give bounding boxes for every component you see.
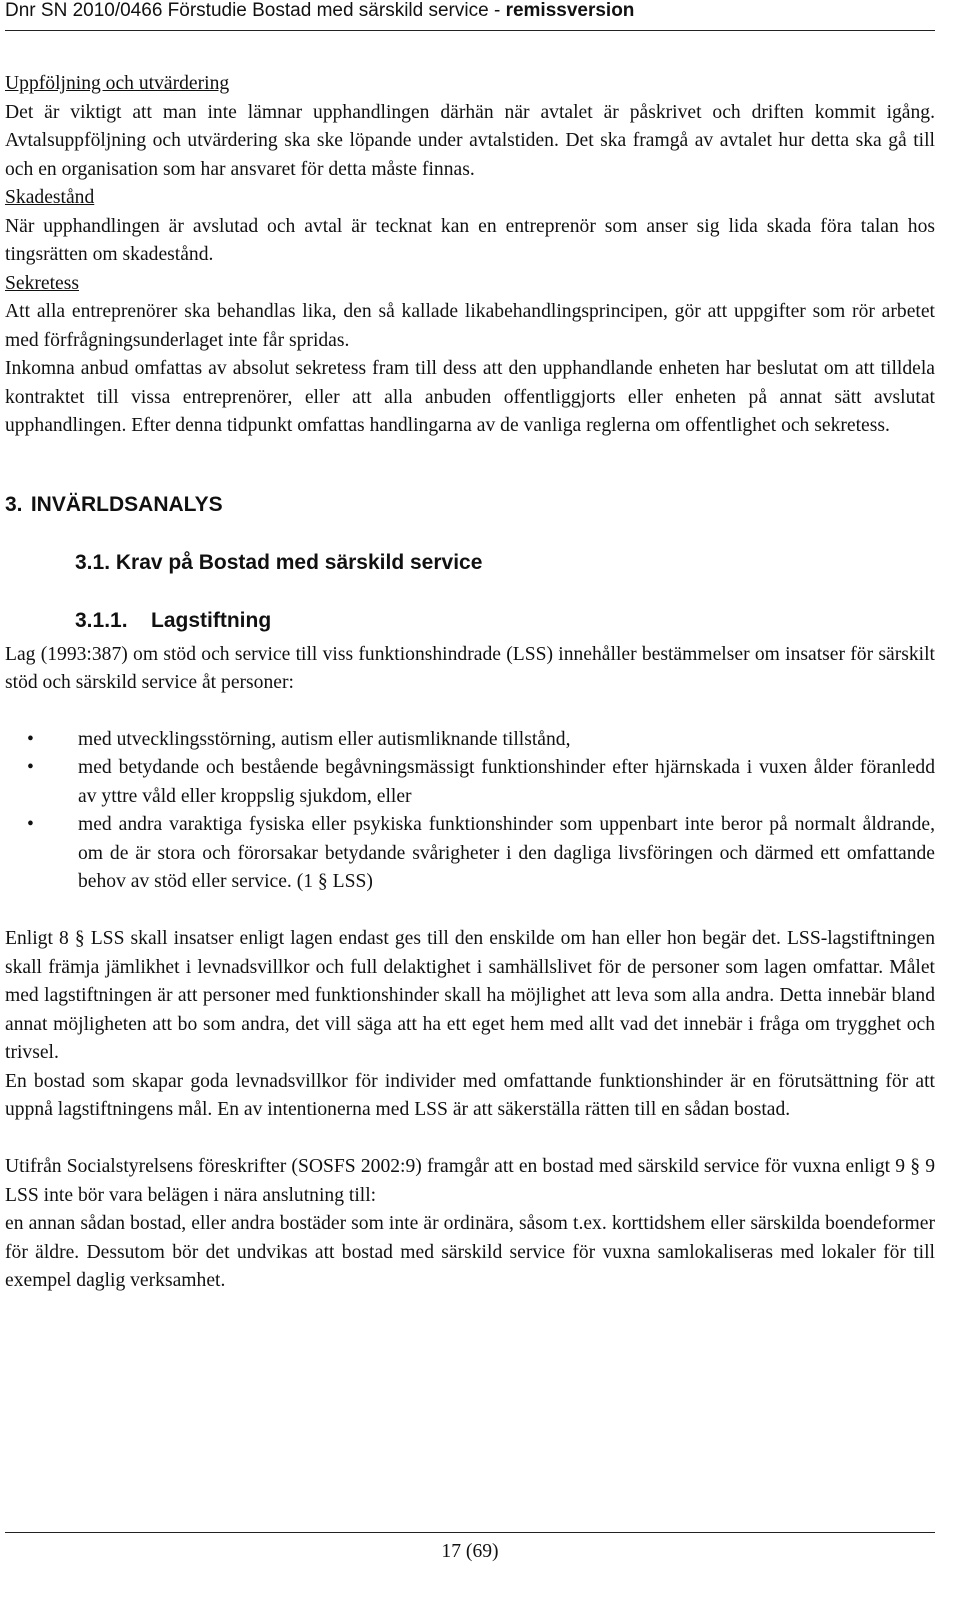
paragraph-sekretess-1: Att alla entreprenörer ska behandlas lika, den så kallade likabehandlingsprincipen, gör att uppgifter som rör arbetet med förfrågningsunderlaget inte får spridas. <box>5 301 935 351</box>
header-divider <box>5 30 935 31</box>
document-body <box>5 70 935 1296</box>
list-item-text: med betydande och bestående begåvningsmässigt funktionshinder efter hjärnskada i vuxen ålder föranledd av yttre våld eller kroppslig sjukdom, eller <box>78 757 935 807</box>
paragraph-lss-1: Enligt 8 § LSS skall insatser enligt lagen endast ges till den enskilde om han eller hon begär det. LSS-lagstiftningen skall främja jämlikhet i levnadsvillkor och full delaktighet i samhällslivet för de personer som lagen omfattar. Målet med lagstiftningen är att personer med funktionshinder skall ha möjlighet att leva som alla andra. Detta innebär bland annat möjligheten att bo som andra, det vill säga att ha ett eget hem med allt vad det innebär i fråga om trygghet och trivsel. <box>5 928 935 1063</box>
chapter-title: INVÄRLDSANALYS <box>30 492 223 516</box>
header-status: remissversion <box>505 0 635 21</box>
list-item <box>5 726 935 755</box>
paragraph-lss-2: En bostad som skapar goda levnadsvillkor för individer med omfattande funktionshinder är en förutsättning för att uppnå lagstiftningens mål. En av intentionerna med LSS är att säkerställa rätten till en sådan bostad. <box>5 1070 935 1120</box>
page-number: 17 (69) <box>441 1541 499 1562</box>
subsection-number: 3.1. <box>75 550 111 574</box>
list-item <box>5 811 935 897</box>
page-header <box>5 0 935 32</box>
footer-divider <box>5 1532 935 1533</box>
subsubsection-heading <box>75 601 935 641</box>
spacer <box>5 897 935 926</box>
paragraph-uppfoljning: Det är viktigt att man inte lämnar upphandlingen därhän när avtalet är påskrivet och driften kommit igång. Avtalsuppföljning och utvärdering ska ske löpande under avtalstiden. Det ska framgå av avtalet hur detta ska gå till och en organisation som har ansvaret för detta måste finnas. <box>5 101 935 180</box>
list-item-text: med utvecklingsstörning, autism eller autismliknande tillstånd, <box>78 728 571 750</box>
paragraph-sekretess-2: Inkomna anbud omfattas av absolut sekretess fram till dess att den upphandlande enheten har beslutat om att tilldela kontraktet till vissa entreprenörer, eller att alla anbuden offentliggjorts eller enheten på annat sätt avslutat upphandlingen. Efter denna tidpunkt omfattas handlingarna av de vanliga reglerna om offentlighet och sekretess. <box>5 358 935 436</box>
bullet-icon: • <box>27 814 34 835</box>
subsection-title: Krav på Bostad med särskild service <box>115 550 483 574</box>
chapter-heading <box>5 485 935 525</box>
bullet-list <box>5 726 935 897</box>
subsubsection-title: Lagstiftning <box>151 608 272 632</box>
list-item-text: med andra varaktiga fysiska eller psykiska funktionshinder som uppenbart inte beror på normalt åldrande, om de är stora och förorsakar betydande svårigheter i den dagliga livsföringen och därmed ett omfattande behov av stöd eller service. (1 § LSS) <box>78 814 935 892</box>
heading-uppfoljning: Uppföljning och utvärdering <box>5 73 230 94</box>
paragraph-lagstiftning-intro: Lag (1993:387) om stöd och service till viss funktionshindrade (LSS) innehåller bestämmelser om insatser för särskilt stöd och särskild service åt personer: <box>5 643 935 693</box>
paragraph-lss-4: en annan sådan bostad, eller andra bostäder som inte är ordinära, såsom t.ex. korttidshem eller särskilda boendeformer för äldre. Dessutom bör det undvikas att bostad med särskild service för vuxna samlokaliseras med lokaler för till exempel daglig verksamhet. <box>5 1213 935 1291</box>
heading-skadestand: Skadestånd <box>5 187 95 208</box>
bullet-icon: • <box>27 728 34 750</box>
subsection-heading <box>75 543 935 583</box>
list-item <box>5 754 935 811</box>
chapter-number: 3. <box>5 492 23 516</box>
bullet-icon: • <box>27 757 34 778</box>
heading-sekretess: Sekretess <box>5 272 80 294</box>
paragraph-skadestand: När upphandlingen är avslutad och avtal är tecknat kan en entreprenör som anser sig lida skada föra talan hos tingsrätten om skadestånd. <box>5 215 935 265</box>
header-title: Dnr SN 2010/0466 Förstudie Bostad med särskild service - <box>5 0 506 21</box>
spacer <box>5 1125 935 1154</box>
paragraph-lss-3: Utifrån Socialstyrelsens föreskrifter (SOSFS 2002:9) framgår att en bostad med särskild service för vuxna enligt 9 § 9 LSS inte bör vara belägen i nära anslutning till: <box>5 1156 935 1206</box>
subsubsection-number: 3.1.1. <box>75 608 128 632</box>
